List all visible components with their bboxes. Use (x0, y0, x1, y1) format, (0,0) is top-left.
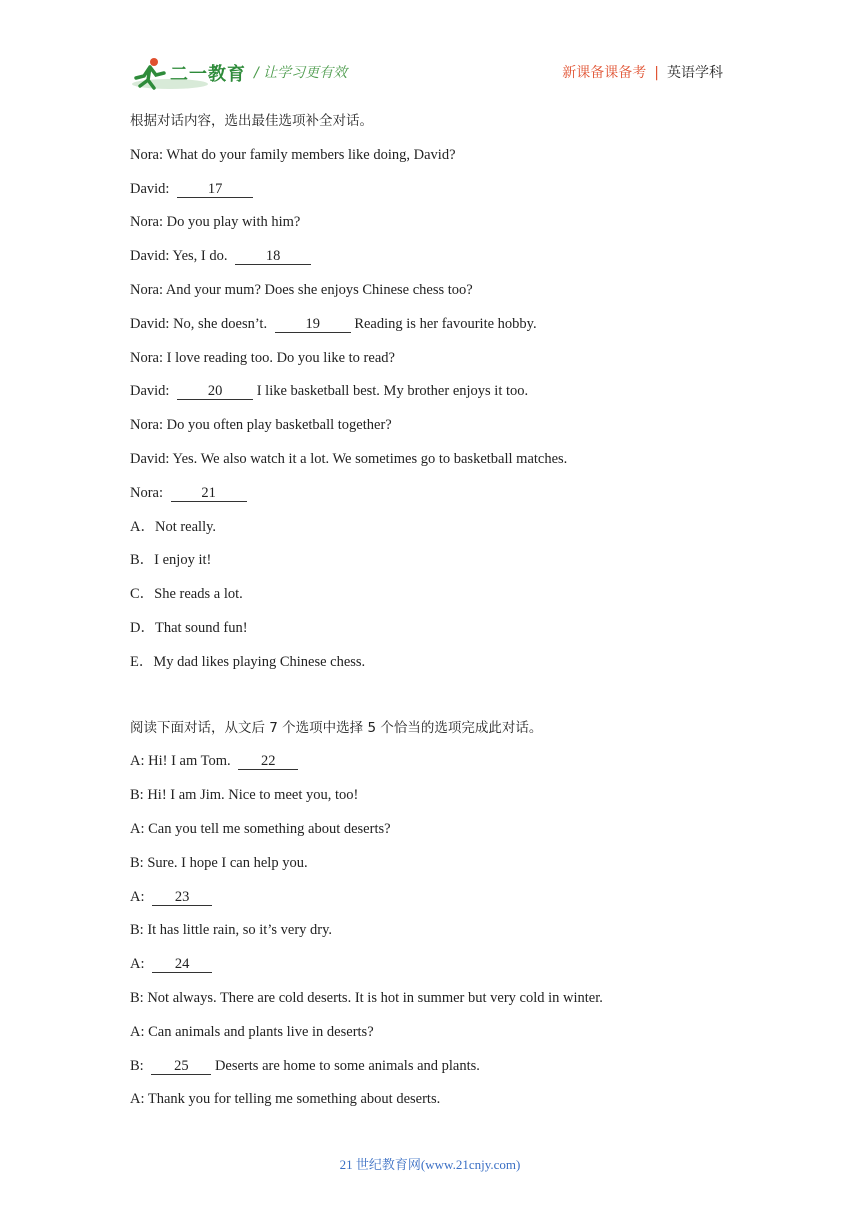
dialogue-text: B: (130, 1057, 148, 1074)
header-course-label: 新课备课备考 (562, 65, 647, 81)
dialogue-line (130, 988, 730, 1008)
option-item: D．That sound fun! (130, 619, 248, 636)
slogan: / 让学习更有效 (254, 65, 348, 81)
dialogue-line (130, 179, 730, 199)
dialogue-text: B: Not always. There are cold deserts. It is hot in summer but very cold in winter. (130, 989, 603, 1006)
dialogue-line (130, 853, 730, 873)
logo-text: 二一教育 (170, 64, 246, 85)
dialogue-text: A: Can animals and plants live in deserts? (130, 1023, 374, 1040)
header-subject-label: 英语学科 (667, 65, 723, 81)
dialogue-text: A: (130, 956, 149, 973)
section2-instruction: 阅读下面对话，从文后 7 个选项中选择 5 个恰当的选项完成此对话。 (130, 719, 543, 736)
dialogue-text: Nora: Do you play with him? (130, 214, 301, 231)
dialogue-line (130, 415, 730, 435)
document-body (130, 111, 730, 1123)
dialogue-text-after-blank: Deserts are home to some animals and plants. (211, 1057, 480, 1074)
dialogue-text: David: Yes. We also watch it a lot. We sometimes go to basketball matches. (130, 450, 568, 467)
dialogue-line (130, 280, 730, 300)
dialogue-text: B: Sure. I hope I can help you. (130, 854, 308, 871)
answer-blank: 19 (275, 316, 351, 333)
dialogue-line (130, 212, 730, 232)
option-item: B．I enjoy it! (130, 552, 212, 569)
answer-blank: 17 (177, 181, 253, 198)
dialogue-text: Nora: I love reading too. Do you like to read? (130, 349, 395, 366)
header-subject (562, 62, 723, 82)
page-header (0, 0, 860, 100)
answer-blank: 20 (177, 383, 253, 400)
section1-options (130, 517, 730, 672)
dialogue-text: A: Thank you for telling me something about deserts. (130, 1091, 441, 1108)
header-separator: | (654, 65, 659, 81)
dialogue-line (130, 348, 730, 368)
answer-blank: 24 (152, 956, 212, 973)
page-footer: 21 世纪教育网(www.21cnjy.com) (339, 1157, 521, 1172)
dialogue-text-after-blank: I like basketball best. My brother enjoys it too. (253, 383, 529, 400)
dialogue-text: Nora: What do your family members like doing, David? (130, 146, 456, 163)
dialogue-text: David: (130, 180, 174, 197)
dialogue-text: A: Hi! I am Tom. (130, 753, 235, 770)
section-gap (130, 686, 730, 718)
dialogue-text-after-blank: Reading is her favourite hobby. (350, 315, 537, 332)
option-item: E．My dad likes playing Chinese chess. (130, 653, 366, 670)
dialogue-line (130, 819, 730, 839)
dialogue-text: B: Hi! I am Jim. Nice to meet you, too! (130, 787, 359, 804)
dialogue-line (130, 1022, 730, 1042)
dialogue-text: B: It has little rain, so it’s very dry. (130, 922, 333, 939)
dialogue-text: David: (130, 383, 174, 400)
dialogue-line (130, 449, 730, 469)
answer-blank: 23 (152, 889, 212, 906)
dialogue-text: Nora: Do you often play basketball together? (130, 417, 392, 434)
dialogue-text: Nora: (130, 484, 167, 501)
answer-blank: 22 (238, 753, 298, 770)
dialogue-line (130, 887, 730, 907)
option-item: C．She reads a lot. (130, 586, 243, 603)
answer-blank: 25 (151, 1058, 211, 1075)
dialogue-text: David: No, she doesn’t. (130, 315, 271, 332)
option-item: A．Not really. (130, 518, 217, 535)
dialogue-line (130, 954, 730, 974)
section1-dialogue (130, 145, 730, 503)
section2-dialogue (130, 751, 730, 1109)
dialogue-text: A: (130, 888, 149, 905)
answer-blank: 21 (171, 485, 247, 502)
dialogue-line (130, 483, 730, 503)
dialogue-line (130, 246, 730, 266)
dialogue-line (130, 1089, 730, 1109)
dialogue-text: A: Can you tell me something about deserts? (130, 820, 391, 837)
dialogue-line (130, 785, 730, 805)
dialogue-text: David: Yes, I do. (130, 248, 232, 265)
dialogue-line (130, 314, 730, 334)
dialogue-line (130, 1056, 730, 1076)
dialogue-line (130, 381, 730, 401)
dialogue-text: Nora: And your mum? Does she enjoys Chinese chess too? (130, 281, 473, 298)
dialogue-line (130, 920, 730, 940)
answer-blank: 18 (235, 248, 311, 265)
dialogue-line (130, 751, 730, 771)
dialogue-line (130, 145, 730, 165)
section1-instruction: 根据对话内容，选出最佳选项补全对话。 (130, 113, 373, 129)
